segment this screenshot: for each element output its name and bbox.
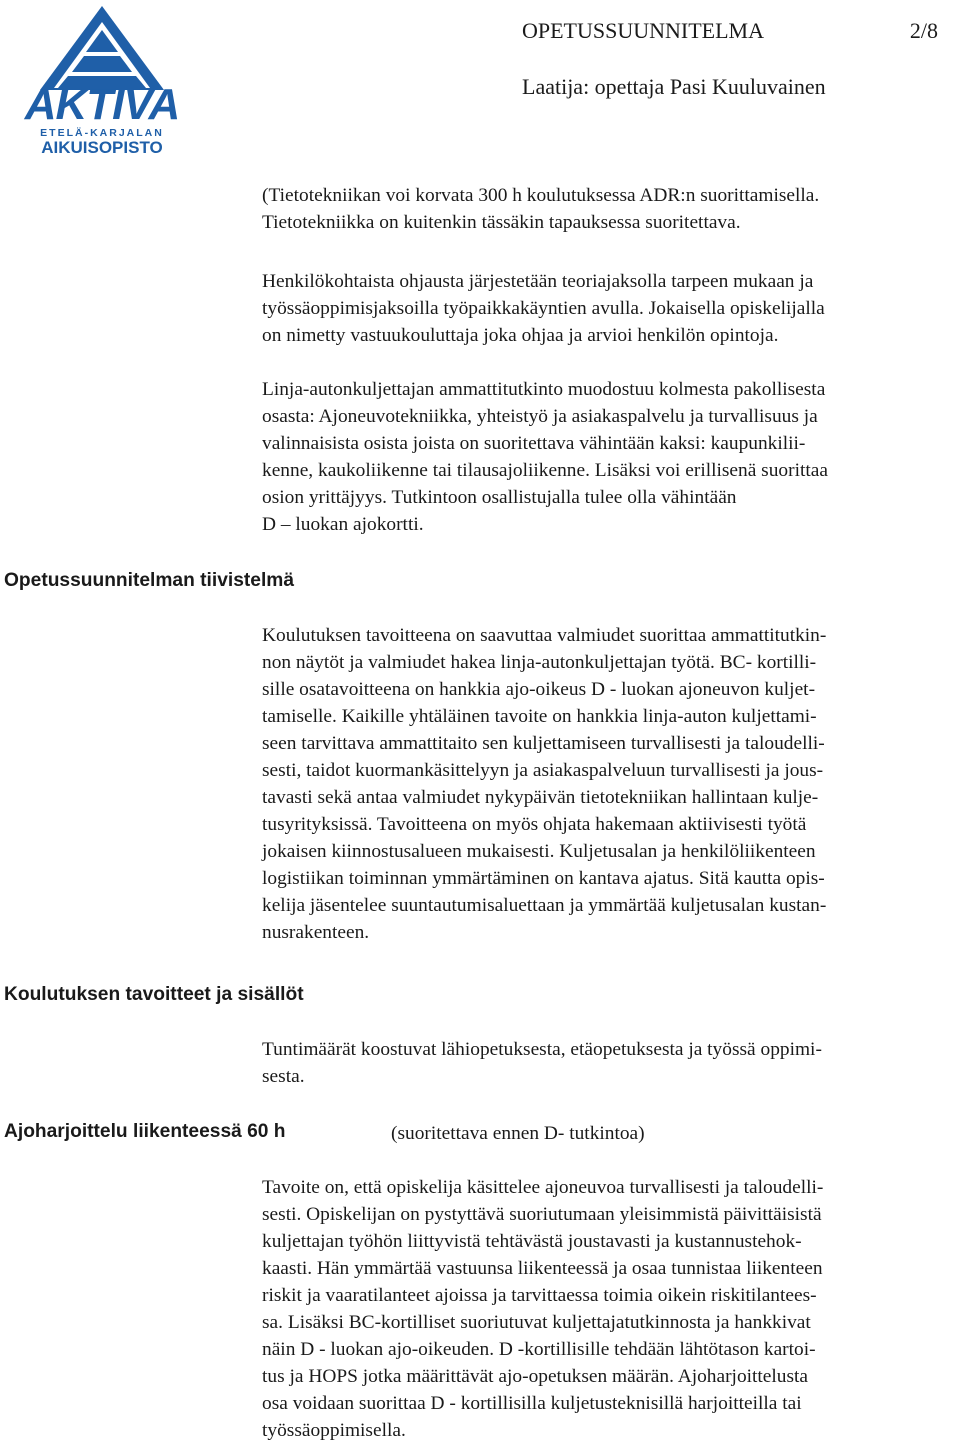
text-line: tus ja HOPS jotka määrittävät ajo-opetuksen määrän. Ajoharjoittelusta	[262, 1366, 809, 1387]
text-line: Koulutuksen tavoitteena on saavuttaa valmiudet suorittaa ammattitutkin-	[262, 625, 827, 646]
text-line: (Tietotekniikan voi korvata 300 h koulutuksessa ADR:n suorittamisella.	[262, 185, 820, 206]
text-line: osasta: Ajoneuvotekniikka, yhteistyö ja asiakaspalvelu ja turvallisuus ja	[262, 406, 818, 427]
summary-paragraph	[262, 376, 960, 538]
document-author: Laatija: opettaja Pasi Kuuluvainen	[522, 74, 826, 99]
text-line: näin D - luokan ajo-oikeuden. D -kortillisille tehdään lähtötason kartoi-	[262, 1339, 816, 1360]
text-line: sille osatavoitteena on hankkia ajo-oikeus D - luokan ajoneuvon kuljet-	[262, 679, 816, 700]
page-number: 2/8	[909, 18, 938, 43]
text-line: osa voidaan suorittaa D - kortillisilla kuljetusteknisillä harjoitteilla tai	[262, 1393, 802, 1414]
text-line: tusyrityksissä. Tavoitteena on myös ohjata hakemaan aktiivisesti työtä	[262, 814, 807, 835]
document-title: OPETUSSUUNNITELMA	[522, 18, 764, 43]
text-line: Linja-autonkuljettajan ammattitutkinto muodostuu kolmesta pakollisesta	[262, 379, 826, 400]
text-line: sa. Lisäksi BC-kortilliset suoriutuvat kuljettajatutkinnosta ja hankkivat	[262, 1312, 811, 1333]
text-line: nusrakenteen.	[262, 922, 370, 943]
text-line: Tuntimäärät koostuvat lähiopetuksesta, etäopetuksesta ja työssä oppimi-	[262, 1039, 822, 1060]
text-line: tavasti sekä antaa valmiudet nykypäivän tietotekniikan hallintaan kulje-	[262, 787, 819, 808]
text-line: kuljettajan työhön liittyvistä tehtävästä joustavasti ja kustannustehok-	[262, 1231, 802, 1252]
logo-school-text: AIKUISOPISTO	[41, 138, 163, 157]
aktiva-logo	[22, 4, 182, 156]
text-line: sesti. Opiskelijan on pystyttävä suoriutumaan yleisimmistä päivittäisistä	[262, 1204, 822, 1225]
text-line: kaasti. Hän ymmärtää vastuunsa liikenteessä ja osaa tunnistaa liikenteen	[262, 1258, 823, 1279]
text-line: sesta.	[262, 1066, 305, 1087]
text-line: D – luokan ajokortti.	[262, 514, 424, 535]
guidance-paragraph	[262, 268, 960, 349]
goals-heading: Koulutuksen tavoitteet ja sisällöt	[4, 984, 304, 1005]
it-note-paragraph	[262, 182, 960, 236]
logo-wordmark: AKTIVA	[24, 80, 180, 129]
text-line: jokaisen kiinnostusalueen mukaisesti. Kuljetusalan ja henkilöliikenteen	[262, 841, 816, 862]
practice-heading: Ajoharjoittelu liikenteessä 60 h	[4, 1121, 286, 1142]
text-line: valinnaisista osista joista on suoritettava vähintään kaksi: kaupunkilii-	[262, 433, 806, 454]
logo-region-text: ETELÄ-KARJALAN	[40, 127, 164, 139]
text-line: Tietotekniikka on kuitenkin tässäkin tapauksessa suoritettava.	[262, 212, 741, 233]
goals-paragraph	[262, 622, 960, 946]
text-line: työssäoppimisella.	[262, 1420, 406, 1441]
text-line: sesti, taidot kuormankäsittelyyn ja asiakaspalveluun turvallisesti ja jous-	[262, 760, 824, 781]
text-line: logistiikan toiminnan ymmärtäminen on kantava ajatus. Sitä kautta opis-	[262, 868, 825, 889]
text-line: Tavoite on, että opiskelija käsittelee ajoneuvoa turvallisesti ja taloudelli-	[262, 1177, 824, 1198]
text-line: on nimetty vastuukouluttaja joka ohjaa ja arvioi henkilön opintoja.	[262, 325, 779, 346]
text-line: osion yrittäjyys. Tutkintoon osallistujalla tulee olla vähintään	[262, 487, 737, 508]
text-line: kenne, kaukoliikenne tai tilausajoliikenne. Lisäksi voi erillisenä suorittaa	[262, 460, 828, 481]
practice-note: (suoritettava ennen D- tutkintoa)	[391, 1123, 645, 1144]
practice-paragraph	[262, 1174, 960, 1444]
summary-heading: Opetussuunnitelman tiivistelmä	[4, 570, 295, 591]
text-line: Henkilökohtaista ohjausta järjestetään teoriajaksolla tarpeen mukaan ja	[262, 271, 814, 292]
text-line: työssäoppimisjaksoilla työpaikkakäyntien avulla. Jokaisella opiskelijalla	[262, 298, 825, 319]
text-line: tamiselle. Kaikille yhtäläinen tavoite on hankkia linja-auton kuljettami-	[262, 706, 817, 727]
text-line: riskit ja vaaratilanteet ajoissa ja tarvittaessa toimia oikein riskitilantees-	[262, 1285, 817, 1306]
text-line: non näytöt ja valmiudet hakea linja-autonkuljettajan työtä. BC- kortilli-	[262, 652, 817, 673]
text-line: seen tarvittava ammattitaito sen kuljettamiseen turvallisesti ja taloudelli-	[262, 733, 825, 754]
text-line: kelija jäsentelee suuntautumisaluettaan ja ymmärtää kuljetusalan kustan-	[262, 895, 827, 916]
hours-paragraph	[262, 1036, 960, 1090]
